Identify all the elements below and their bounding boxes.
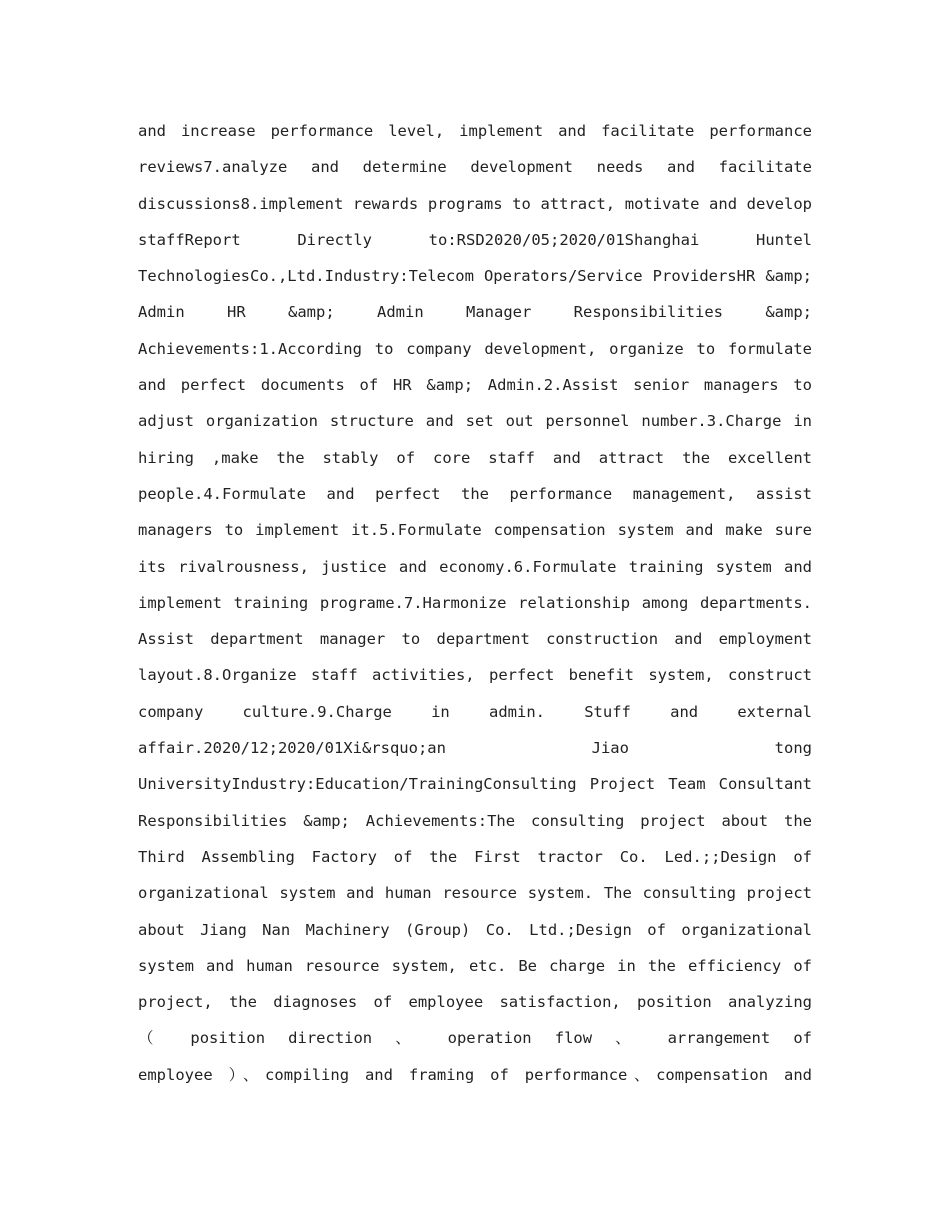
text-line: system and human resource system, etc. Be charge in the efficiency of [138,956,812,975]
text-line: layout.8.Organize staff activities, perfect benefit system, construct [138,666,812,685]
text-line: Third Assembling Factory of the First tractor Co. Led.;;Design of [138,847,812,866]
text-line: implement training programe.7.Harmonize relationship among departments. [138,593,812,612]
text-line: its rivalrousness, justice and economy.6.Formulate training system and [138,557,812,576]
text-line: adjust organization structure and set out personnel number.3.Charge in [138,412,812,431]
text-line: project, the diagnoses of employee satisfaction, position analyzing [138,993,812,1012]
text-line: people.4.Formulate and perfect the performance management, assist [138,484,812,503]
text-line: and increase performance level, implement and facilitate performance [138,122,812,140]
text-line: reviews7.analyze and determine development needs and facilitate [138,158,812,177]
text-line: Assist department manager to department construction and employment [138,630,812,649]
text-line: employee ）、compiling and framing of performance、compensation and [138,1065,812,1084]
text-line: Admin HR &amp; Admin Manager Responsibilities &amp; [138,303,812,322]
text-line: company culture.9.Charge in admin. Stuff and external [138,702,812,721]
text-line: discussions8.implement rewards programs to attract, motivate and develop [138,194,812,213]
text-line: about Jiang Nan Machinery (Group) Co. Ltd.;Design of organizational [138,920,812,939]
body-text [138,113,812,1093]
text-line: organizational system and human resource system. The consulting project [138,884,812,903]
text-line: Achievements:1.According to company development, organize to formulate [138,339,812,358]
text-line: hiring ,make the stably of core staff and attract the excellent [138,448,812,467]
text-line: （ position direction 、 operation flow 、 arrangement of [138,1029,812,1048]
text-line: and perfect documents of HR &amp; Admin.2.Assist senior managers to [138,376,812,395]
text-line: UniversityIndustry:Education/TrainingConsulting Project Team Consultant [138,775,812,794]
text-line: staffReport Directly to:RSD2020/05;2020/01Shanghai Huntel [138,230,812,249]
text-line: affair.2020/12;2020/01Xi&rsquo;an Jiao tong [138,739,812,758]
text-line: TechnologiesCo.,Ltd.Industry:Telecom Operators/Service ProvidersHR &amp; [138,267,812,286]
text-line: Responsibilities &amp; Achievements:The consulting project about the [138,811,812,830]
text-line: managers to implement it.5.Formulate compensation system and make sure [138,521,812,540]
